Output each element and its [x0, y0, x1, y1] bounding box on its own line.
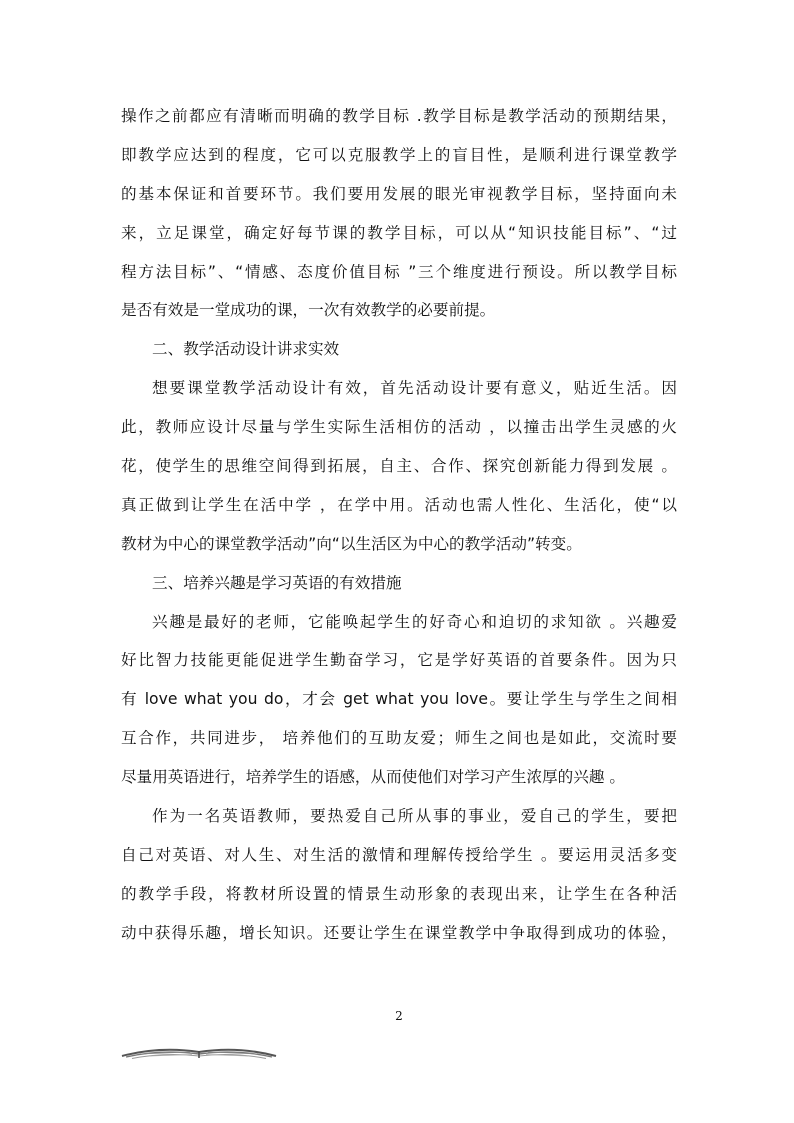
text-line: 来，立足课堂，确定好每节课的教学目标，可以从“知识技能目标”、“过: [121, 223, 677, 242]
text-line: 即教学应达到的程度，它可以克服教学上的盲目性，是顺利进行课堂教学: [121, 145, 677, 164]
paragraph-interest: [121, 603, 677, 797]
text-line: 兴趣是最好的老师，它能唤起学生的好奇心和迫切的求知欲 。兴趣爱: [152, 612, 677, 631]
paragraph-teacher-role: [121, 797, 677, 953]
text-line: 好比智力技能更能促进学生勤奋学习，它是学好英语的首要条件。因为只: [121, 651, 677, 670]
text-line: 真正做到让学生在活中学 ，在学中用。活动也需人性化、生活化，使“以: [121, 495, 677, 514]
section-heading-2: [121, 330, 677, 369]
page-number: 2: [395, 1009, 403, 1023]
body-text: [121, 97, 677, 953]
text-line: 互合作，共同进步， 培养他们的互助友爱；师生之间也是如此，交流时要: [121, 729, 677, 748]
text-line: 想要课堂教学活动设计有效，首先活动设计要有意义，贴近生活。因: [152, 379, 677, 398]
text-line: 的教学手段，将教材所设置的情景生动形象的表现出来，让学生在各种活: [121, 884, 677, 903]
section-heading: 二、教学活动设计讲求实效: [152, 340, 340, 359]
text-line: 此，教师应设计尽量与学生实际生活相仿的活动 ，以撞击出学生灵感的火: [121, 418, 677, 437]
text-line: 的基本保证和首要环节。我们要用发展的眼光审视教学目标，坚持面向未: [121, 184, 677, 203]
text-line: 动中获得乐趣，增长知识。还要让学生在课堂教学中争取得到成功的体验，: [121, 923, 677, 942]
paragraph-teaching-goals: [121, 97, 677, 330]
text-line: 操作之前都应有清晰而明确的教学目标 .教学目标是教学活动的预期结果，: [121, 107, 677, 125]
text-line: 有 love what you do，才会 get what you love。要让学生与学生之间相: [121, 690, 677, 709]
text-line: 花，使学生的思维空间得到拓展，自主、合作、探究创新能力得到发展 。: [121, 457, 677, 476]
text-line: 尽量用英语进行，培养学生的语感，从而使他们对学习产生浓厚的兴趣 。: [121, 768, 625, 787]
text-line: 程方法目标”、“情感、态度价值目标 ”三个维度进行预设。所以教学目标: [121, 262, 677, 281]
section-heading-3: [121, 564, 677, 603]
text-line: 是否有效是一堂成功的课，一次有效教学的必要前提。: [121, 301, 496, 320]
section-heading: 三、培养兴趣是学习英语的有效措施: [152, 573, 402, 592]
text-line: 教材为中心的课堂教学活动”向“以生活区为中心的教学活动”转变。: [121, 534, 582, 553]
text-line: 作为一名英语教师，要热爱自己所从事的事业，爱自己的学生，要把: [152, 807, 677, 826]
text-line: 自己对英语、对人生、对生活的激情和理解传授给学生 。要运用灵活多变: [121, 845, 677, 864]
open-book-ornament-icon: [120, 1040, 278, 1060]
paragraph-activity-design: [121, 369, 677, 563]
